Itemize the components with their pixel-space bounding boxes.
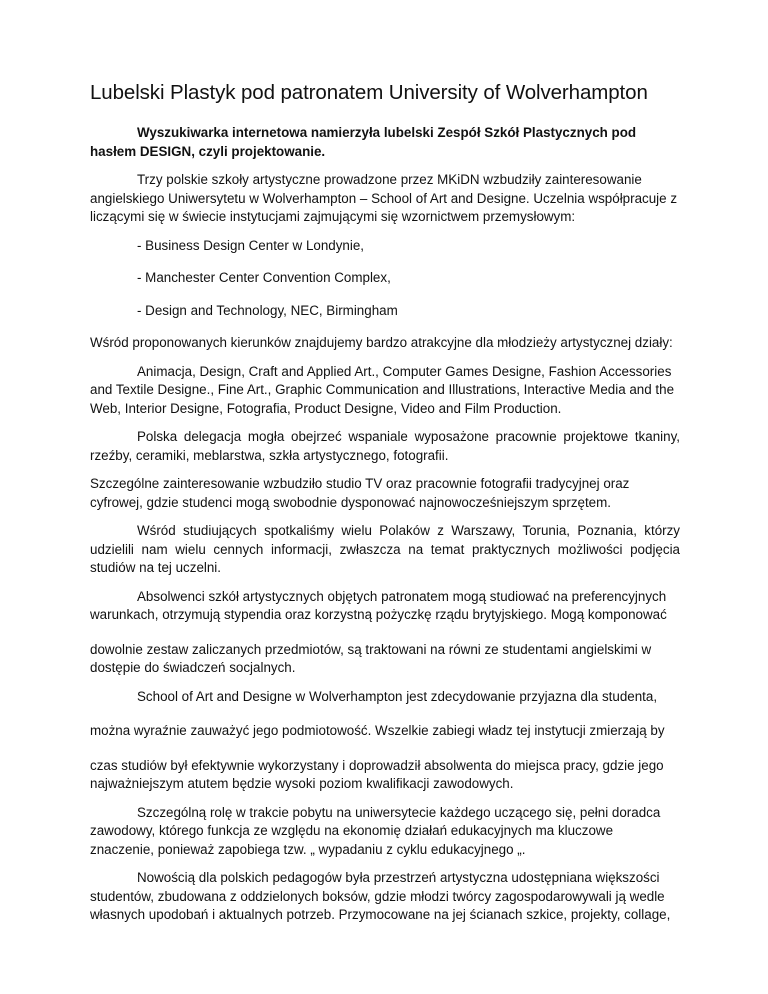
paragraph-departments: Animacja, Design, Craft and Applied Art., Computer Games Designe, Fashion Accessories and Textile Designe., Fine Art., Graphic Communication and Illustrations, Interactive Media and the Web, Interior Designe, Fotografia, Product Designe, Video and Film Production. <box>90 363 675 416</box>
paragraph-courses: dowolnie zestaw zaliczanych przedmiotów, są traktowani na równi ze studentami angielskimi w dostępie do świadczeń socjalnych. <box>90 641 652 675</box>
paragraph-career: czas studiów był efektywnie wykorzystany i doprowadził absolwenta do miejsca pracy, gdzie jego najważniejszym atutem będzie wysoki poziom kwalifikacji zawodowych. <box>90 757 664 791</box>
paragraph-advisor: Szczególną rolę w trakcie pobytu na uniwersytecie każdego uczącego się, pełni doradca zawodowy, którego funkcja ze względu na ekonomię działań edukacyjnych ma kluczowe znaczenie, ponieważ zapobiega tzw. „ wypadaniu z cyklu edukacyjnego „. <box>90 804 661 857</box>
paragraph-space: Nowością dla polskich pedagogów była przestrzeń artystyczna udostępniana większości studentów, zbudowana z oddzielonych boksów, gdzie młodzi twórcy zagospodarowywali ją wedle własnych upodobań i aktualnych potrzeb. Przymocowane na jej ścianach szkice, projekty, collage, <box>90 870 671 922</box>
paragraph-graduates: Absolwenci szkół artystycznych objętych patronatem mogą studiować na preferencyjnych warunkach, otrzymują stypendia oraz korzystną pożyczkę rządu brytyjskiego. Mogą komponować <box>90 588 667 622</box>
paragraph-departments-intro: Wśród proponowanych kierunków znajdujemy bardzo atrakcyjne dla młodzieży artystycznej działy: <box>90 335 673 350</box>
paragraph-studio: Szczególne zainteresowanie wzbudziło studio TV oraz pracownie fotografii tradycyjnej oraz cyfrowej, gdzie studenci mogą swobodnie dysponować najnowocześniejszym sprzętem. <box>90 476 630 510</box>
paragraph-intro: Trzy polskie szkoły artystyczne prowadzone przez MKiDN wzbudziły zainteresowanie angielskiego Uniwersytetu w Wolverhampton – School of Art and Designe. Uczelnia współpracuje z liczącymi się w świecie instytucjami zajmującymi się wzornictwem przemysłowym: <box>90 172 678 224</box>
document-page <box>90 80 680 935</box>
list-item: - Manchester Center Convention Complex, <box>137 270 391 285</box>
list-item: - Design and Technology, NEC, Birmingham <box>137 302 398 318</box>
list-item: - Business Design Center w Londynie, <box>137 237 365 253</box>
paragraph-subjectivity: można wyraźnie zauważyć jego podmiotowość. Wszelkie zabiegi władz tej instytucji zmierzają by <box>90 723 665 738</box>
paragraph-delegation: Polska delegacja mogła obejrzeć wspaniale wyposażone pracownie projektowe tkaniny, rzeźby, ceramiki, meblarstwa, szkła artystycznego, fotografii. <box>90 429 680 463</box>
lead-paragraph: Wyszukiwarka internetowa namierzyła lubelski Zespół Szkół Plastycznych pod hasłem DESIGN, czyli projektowanie. <box>90 125 637 159</box>
paragraph-school: School of Art and Designe w Wolverhampton jest zdecydowanie przyjazna dla studenta, <box>137 688 658 704</box>
page-title: Lubelski Plastyk pod patronatem University of Wolverhampton <box>90 81 648 104</box>
paragraph-students: Wśród studiujących spotkaliśmy wielu Polaków z Warszawy, Torunia, Poznania, którzy udzielili nam wielu cennych informacji, zwłaszcza na temat praktycznych możliwości podjęcia studiów na tej uczelni. <box>90 523 680 575</box>
